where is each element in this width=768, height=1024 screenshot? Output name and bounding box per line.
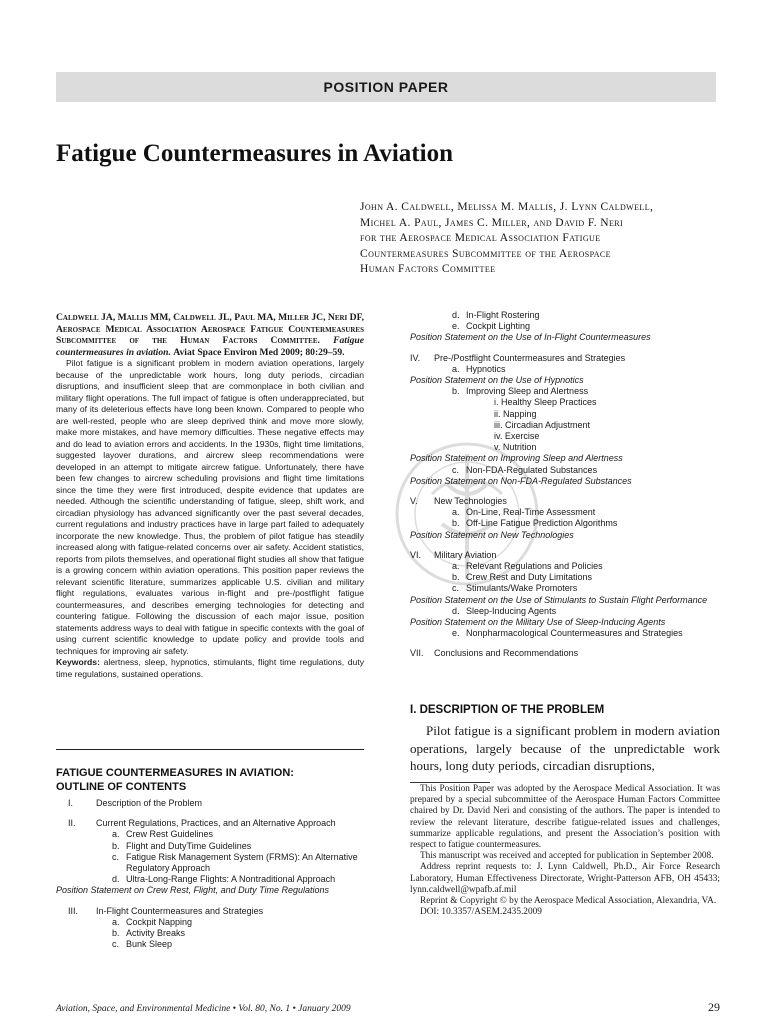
outline-item: [56, 798, 366, 809]
paper-title: Fatigue Countermeasures in Aviation: [56, 140, 453, 167]
footnote: This Position Paper was adopted by the Aerospace Medical Association. It was prepared by a special subcommittee of the Aerospace Human Factors Committee chaired by Dr. David Neri and consisting of the authors. The paper is intended to review the relevant literature, describe fatigue-related issues and challenges, summarize applicable regulations, and present the Association’s position with respect to fatigue countermeasures.: [410, 784, 720, 851]
position-statement: Position Statement on Crew Rest, Flight, and Duty Time Regulations: [56, 885, 330, 896]
outline-text: Current Regulations, Practices, and an Alternative Approach: [96, 818, 336, 829]
outline-right: [410, 310, 720, 660]
position-statement: Position Statement on the Military Use of Sleep-Inducing Agents: [410, 617, 666, 628]
outline-item: IV. Pre-/Postflight Countermeasures and Strategies: [410, 352, 626, 363]
outline-item: V. New Technologies: [410, 496, 507, 507]
outline-subitem: a. On-Line, Real-Time Assessment: [452, 507, 596, 518]
footnote: DOI: 10.3357/ASEM.2435.2009: [420, 907, 542, 918]
position-statement: Position Statement on Improving Sleep and Alertness: [410, 453, 623, 464]
outline-subsubitem: v. Nutrition: [494, 442, 537, 453]
citation: [56, 312, 364, 358]
outline-subitem: b. Flight and DutyTime Guidelines: [112, 840, 252, 851]
author-line: for the Aerospace Medical Association Fatigue: [360, 232, 601, 244]
outline-text: In-Flight Countermeasures and Strategies: [96, 905, 264, 916]
abstract: [56, 312, 364, 680]
outline-item: [56, 906, 366, 917]
keywords-label: Keywords:: [56, 657, 100, 667]
outline-item: [56, 818, 366, 829]
journal-footer: Aviation, Space, and Environmental Medicine • Vol. 80, No. 1 • January 2009: [56, 1004, 351, 1014]
outline-subitem: d. Ultra-Long-Range Flights: A Nontraditional Approach: [112, 874, 336, 885]
outline-subitem: e. Cockpit Lighting: [452, 321, 531, 332]
divider: [56, 749, 364, 750]
citation-authors: Caldwell JA, Mallis MM, Caldwell JL, Paul MA, Miller JC, Neri DF, Aerospace Medical Association Aerospace Fatigue Countermeasures Subcommittee of the Human Factors Committee.: [56, 312, 364, 346]
footnotes: [410, 784, 720, 918]
outline-subitem: a. Hypnotics: [452, 363, 506, 374]
position-statement: Position Statement on the Use of Stimulants to Sustain Flight Performance: [410, 594, 708, 605]
section-body: Pilot fatigue is a significant problem in modern aviation operations, largely because of the unpredictable work hours, long duty periods, circadian disruptions,: [410, 723, 720, 773]
outline-subitem-cont: Regulatory Approach: [126, 863, 211, 874]
position-statement: Position Statement on Non-FDA-Regulated Substances: [410, 475, 632, 486]
author-line: Human Factors Committee: [360, 263, 496, 275]
outline-subitem: b. Off-Line Fatigue Prediction Algorithms: [452, 518, 618, 529]
footnote: Reprint & Copyright © by the Aerospace Medical Association, Alexandria, VA.: [420, 896, 717, 907]
abstract-column: [56, 312, 364, 680]
outline-subsubitem: ii. Napping: [494, 408, 537, 419]
outline-subitem: a. Relevant Regulations and Policies: [452, 561, 603, 572]
position-statement: Position Statement on the Use of Hypnotics: [410, 375, 584, 386]
outline-heading-line: OUTLINE OF CONTENTS: [56, 781, 187, 793]
page-number: 29: [708, 1000, 720, 1014]
outline-text: Description of the Problem: [96, 798, 203, 808]
outline-subitem: c. Fatigue Risk Management System (FRMS): An Alternative: [112, 851, 358, 862]
outline-subsubitem: iii. Circadian Adjustment: [494, 419, 591, 430]
outline-item: VI. Military Aviation: [410, 549, 497, 560]
outline-subsubitem: i. Healthy Sleep Practices: [494, 397, 597, 408]
section-heading: I. DESCRIPTION OF THE PROBLEM: [410, 704, 605, 716]
citation-title: Fatigue countermeasures in aviation.: [56, 335, 364, 358]
footnote: Address reprint requests to: J. Lynn Caldwell, Ph.D., Air Force Research Laboratory, Human Effectiveness Directorate, Wright-Patterson AFB, OH 45433; lynn.caldwell@wpafb.af.mil: [410, 862, 720, 895]
outline-num: I.: [68, 798, 74, 808]
citation-journal: Aviat Space Environ Med 2009; 80:29–59.: [173, 346, 345, 358]
outline-subitem: c. Stimulants/Wake Promoters: [452, 583, 578, 594]
outline-left: [56, 798, 366, 950]
outline-subitem: c. Bunk Sleep: [112, 939, 173, 950]
outline-subsubitem: iv. Exercise: [494, 431, 540, 442]
outline-subitem: b. Improving Sleep and Alertness: [452, 386, 589, 397]
keywords: [56, 657, 364, 680]
section-banner: POSITION PAPER: [56, 72, 716, 102]
outline-num: III.: [68, 905, 79, 916]
outline-heading-line: FATIGUE COUNTERMEASURES IN AVIATION:: [56, 767, 294, 779]
footnote: This manuscript was received and accepted for publication in September 2008.: [420, 851, 714, 862]
keywords-text: alertness, sleep, hypnotics, stimulants, flight time regulations, duty time regulations, sustained operations.: [56, 657, 365, 679]
outline-subitem: c. Non-FDA-Regulated Substances: [452, 464, 598, 475]
footnote-divider: [410, 782, 490, 783]
outline-heading: [56, 766, 364, 794]
outline-subitem: a. Crew Rest Guidelines: [112, 829, 214, 840]
position-statement: Position Statement on the Use of In-Flight Countermeasures: [410, 332, 651, 343]
outline-item: VII. Conclusions and Recommendations: [410, 648, 579, 659]
position-statement: Position Statement on New Technologies: [410, 529, 574, 540]
author-line: Michel A. Paul, James C. Miller, and David F. Neri: [360, 216, 624, 229]
outline-subitem: d. Sleep-Inducing Agents: [452, 605, 557, 616]
outline-subitem: e. Nonpharmacological Countermeasures and Strategies: [452, 628, 683, 639]
author-line: Countermeasures Subcommittee of the Aerospace: [360, 247, 611, 260]
outline-subitem: d. In-Flight Rostering: [452, 310, 540, 320]
outline-subitem: b. Activity Breaks: [112, 928, 186, 939]
author-block: [360, 200, 720, 278]
outline-subitem: b. Crew Rest and Duty Limitations: [452, 572, 593, 583]
outline-num: II.: [68, 818, 76, 829]
abstract-text: Pilot fatigue is a significant problem in modern aviation operations, largely because of the unpredictable work hours, long duty periods, circadian disruptions, and insufficient sleep that are commonplace in both civilian and military flight operations. The full impact of fatigue is often underappreciated, but many of its deleterious effects have long been known. Compared to people who are well-rested, people who are sleep deprived think and move more slowly, make more mistakes, and have memory difficulties. These negative effects may and do lead to aviation errors and accidents. In the 1930s, flight time limitations, suggested layover durations, and aircrew sleep recommendations were developed in an attempt to mitigate aircrew fatigue. Unfortunately, there have been few changes to aircrew scheduling provisions and flight time limitations since the time they were first introduced, despite evidence that updates are needed. Although the scientific understanding of fatigue, sleep, shift work, and circadian physiology has advanced significantly over the past several decades, current regulations and industry practices have in large part failed to adequately incorporate the new knowledge. Thus, the problem of pilot fatigue has steadily increased along with fatigue-related concerns over air safety. Accident statistics, reports from pilots themselves, and operational flight studies all show that fatigue is a growing concern within aviation operations. This position paper reviews the relevant scientific literature, summarizes applicable U.S. civilian and military flight regulations, evaluates various in-flight and pre-/postflight fatigue countermeasures, and describes emerging technologies for detecting and countering fatigue. Following the discussion of each major issue, position statements address ways to deal with fatigue in specific contexts with the goal of using current scientific knowledge to update policy and provide tools and techniques for improving air safety.: [56, 358, 364, 656]
outline-subitem: a. Cockpit Napping: [112, 916, 193, 927]
author-line: John A. Caldwell, Melissa M. Mallis, J. Lynn Caldwell,: [360, 201, 654, 213]
